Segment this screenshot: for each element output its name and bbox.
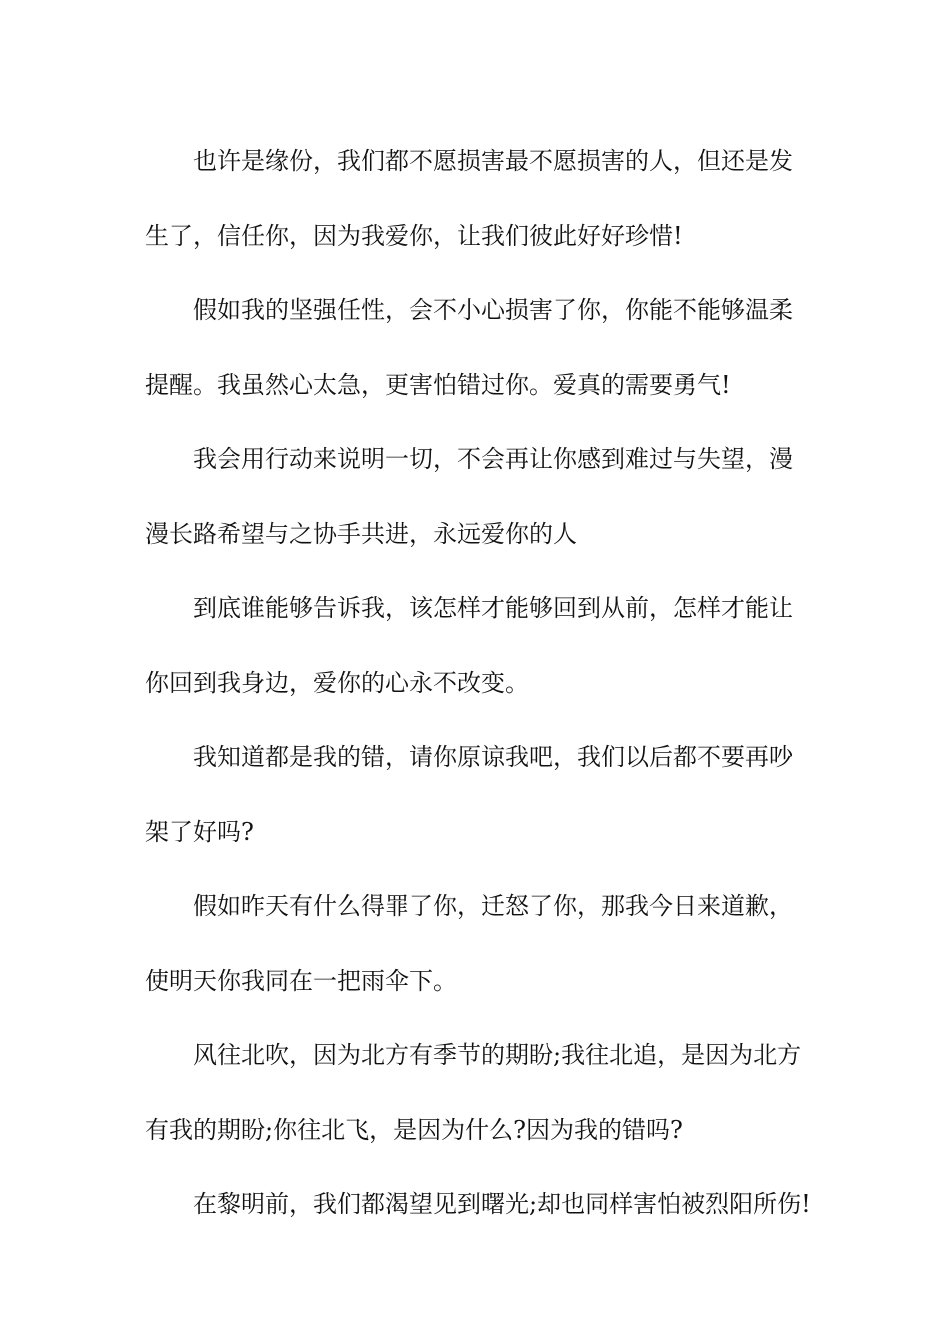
- paragraph-line: 提醒。我虽然心太急，更害怕错过你。爱真的需要勇气!: [145, 370, 731, 399]
- paragraph-6: [145, 869, 825, 1018]
- paragraph-line: 到底谁能够告诉我，该怎样才能够回到从前，怎样才能让: [193, 594, 793, 622]
- paragraph-3: [145, 422, 825, 571]
- paragraph-line: 假如昨天有什么得罪了你，迁怒了你，那我今日来道歉，: [193, 892, 793, 920]
- paragraph-1: [145, 124, 825, 273]
- paragraph-5: [145, 720, 825, 869]
- paragraph-line: 我会用行动来说明一切，不会再让你感到难过与失望，漫: [193, 445, 793, 473]
- paragraph-line: 有我的期盼;你往北飞，是因为什么?因为我的错吗?: [145, 1115, 683, 1144]
- paragraph-2: [145, 273, 825, 422]
- paragraph-line: 也许是缘份，我们都不愿损害最不愿损害的人，但还是发: [193, 147, 793, 175]
- paragraph-line: 架了好吗?: [145, 817, 254, 846]
- paragraph-line: 我知道都是我的错，请你原谅我吧，我们以后都不要再吵: [193, 743, 793, 771]
- paragraph-line: 在黎明前，我们都渴望见到曙光;却也同样害怕被烈阳所伤!: [193, 1190, 811, 1218]
- document-body: [145, 124, 825, 1242]
- paragraph-line: 使明天你我同在一把雨伞下。: [145, 966, 457, 995]
- paragraph-4: [145, 571, 825, 720]
- paragraph-line: 你回到我身边，爱你的心永不改变。: [145, 668, 529, 697]
- paragraph-line: 生了，信任你，因为我爱你，让我们彼此好好珍惜!: [145, 221, 683, 250]
- paragraph-8: [145, 1167, 825, 1242]
- paragraph-line: 漫长路希望与之协手共进，永远爱你的人: [145, 519, 577, 548]
- paragraph-7: [145, 1018, 825, 1167]
- paragraph-line: 假如我的坚强任性，会不小心损害了你，你能不能够温柔: [193, 296, 793, 324]
- paragraph-line: 风往北吹，因为北方有季节的期盼;我往北追，是因为北方: [193, 1041, 802, 1069]
